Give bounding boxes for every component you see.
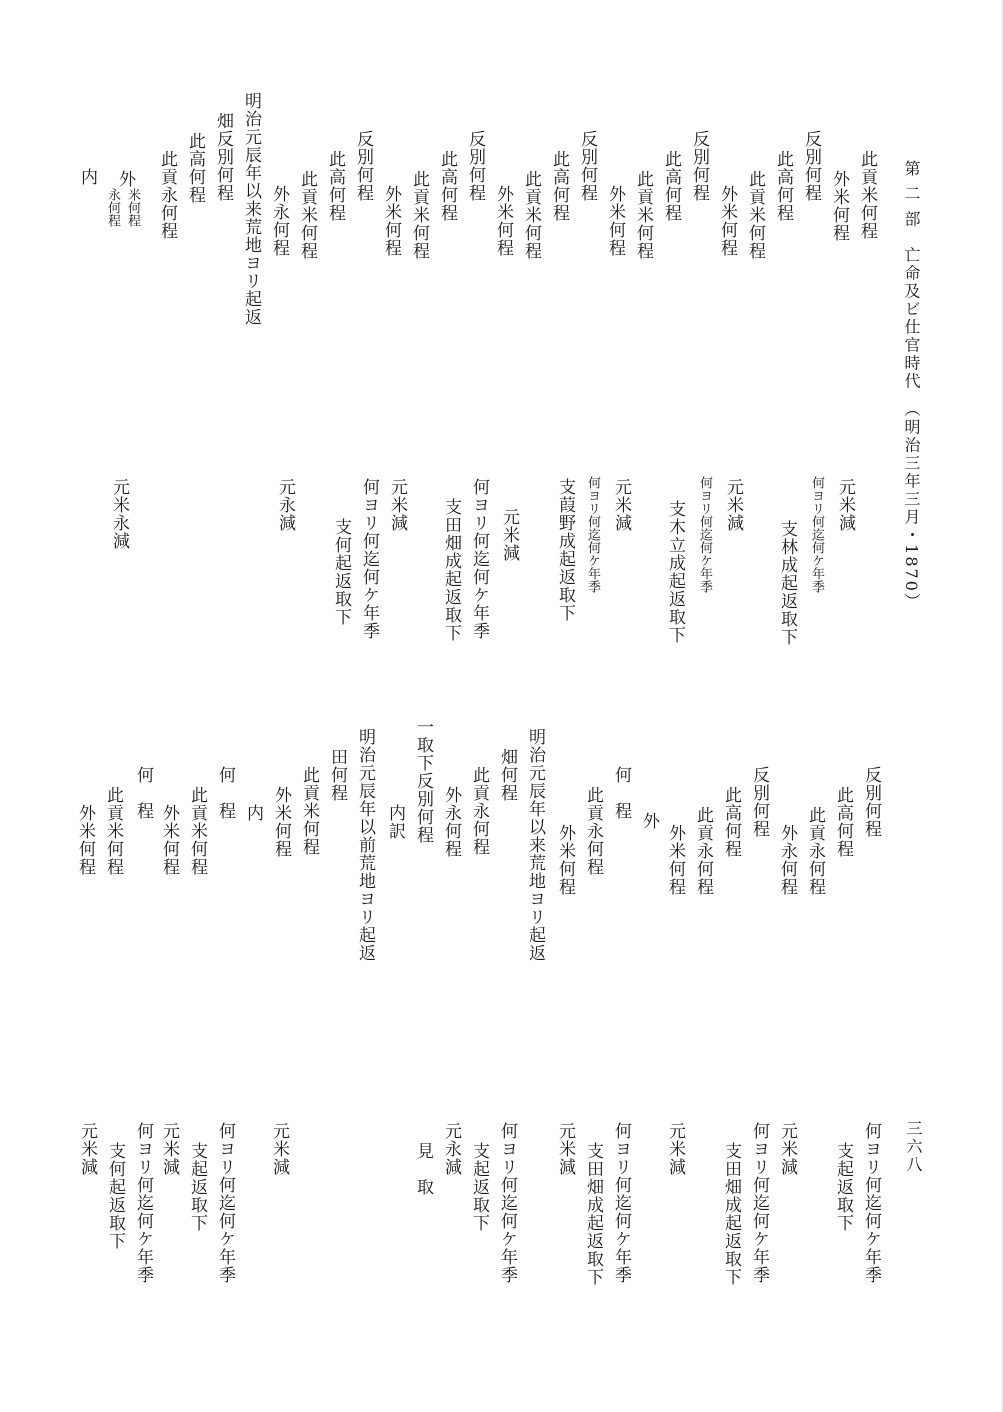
tier3-line: 外米何程	[271, 786, 291, 858]
tier3-line: 外米何程	[665, 824, 685, 896]
tier2-line: 支木立成起返取下	[665, 500, 685, 644]
tier3-line: 何 程	[133, 766, 153, 820]
tier4-line: 支起返取下	[833, 1142, 853, 1232]
tier2-line: 支何起返取下	[331, 518, 351, 626]
tier3-line: 何 程	[611, 766, 631, 820]
tier1-line: 反別何程	[689, 130, 709, 202]
tier1-line: 此高何程	[437, 150, 457, 222]
tier1-line: 外米何程	[493, 185, 513, 257]
tier4-line: 元米減	[555, 1122, 575, 1176]
tier4-line: 何ヨリ何迄何ケ年季	[133, 1122, 153, 1284]
running-header: 第 二 部 亡命及ビ仕官時代 （明治三年三月・1870）	[902, 160, 921, 611]
tier4-line: 支何起返取下	[105, 1142, 125, 1250]
tier3-line: 此貢永何程	[469, 766, 489, 856]
tier3-line: 外	[639, 812, 659, 830]
tier3-line: 此貢永何程	[805, 806, 825, 896]
tier1-line: 畑反別何程	[213, 112, 233, 202]
tier3-line: 外米何程	[555, 824, 575, 896]
tier3-line: 此高何程	[833, 786, 853, 858]
tier2-line: 元永減	[275, 478, 295, 532]
tier4-line: 支起返取下	[469, 1142, 489, 1232]
tier2-line: 何ヨリ何迄何ケ年季	[585, 476, 600, 593]
tier2-line: 元米減	[499, 508, 519, 562]
tier1-line: 外米何程	[717, 185, 737, 257]
tier4-line: 見 取	[413, 1142, 433, 1196]
tier1-line: 此高何程	[549, 150, 569, 222]
tier3-line: 此貢永何程	[583, 786, 603, 876]
tier3-line: 一取下反別何程	[413, 718, 433, 844]
tier1-line: 此貢米何程	[633, 170, 653, 260]
tier1-line: 外米何程	[381, 185, 401, 257]
tier1-line: 外永何程	[269, 185, 289, 257]
tier2-line: 元米減	[611, 478, 631, 532]
tier2-line: 元米永減	[109, 478, 129, 550]
tier4-line: 元米減	[665, 1122, 685, 1176]
tier1-line: 此貢永何程	[157, 150, 177, 240]
tier3-line: 明治元辰年以来荒地ヨリ起返	[525, 728, 545, 962]
tier1-line: 外	[115, 170, 135, 188]
tier4-line: 元米減	[77, 1122, 97, 1176]
tier1-line: 反別何程	[353, 130, 373, 202]
tier3-line: 反別何程	[749, 766, 769, 838]
tier4-line: 支田畑成起返取下	[721, 1142, 741, 1286]
tier1-line: 明治元辰年以来荒地ヨリ起返	[241, 92, 261, 326]
tier2-line: 支林成起返取下	[777, 520, 797, 646]
tier3-line: 此貢米何程	[103, 786, 123, 876]
tier3-line: 此貢米何程	[187, 786, 207, 876]
tier1-line: 外米何程	[605, 185, 625, 257]
tier4-line: 元米減	[777, 1122, 797, 1176]
tier1-line: 此貢米何程	[857, 150, 877, 240]
tier3-line: 田何程	[327, 748, 347, 802]
tier4-line: 元米減	[159, 1122, 179, 1176]
tier2-line: 支葭野成起返取下	[555, 478, 575, 622]
tier2-line: 何ヨリ何迄何ケ年季	[469, 478, 489, 640]
tier4-line: 何ヨリ何迄何ケ年季	[861, 1122, 881, 1284]
tier1-line: 米何程	[125, 188, 140, 227]
tier2-line: 何ヨリ何迄何ケ年季	[809, 476, 824, 593]
tier4-line: 支起返取下	[187, 1142, 207, 1232]
tier4-line: 支田畑成起返取下	[583, 1142, 603, 1286]
tier3-line: 外永何程	[777, 824, 797, 896]
tier1-line: 反別何程	[465, 130, 485, 202]
tier1-line: 内	[77, 168, 97, 186]
tier3-line: 此高何程	[721, 786, 741, 858]
tier1-line: 反別何程	[577, 130, 597, 202]
tier1-line: 此貢米何程	[409, 170, 429, 260]
tier1-line: 此高何程	[661, 150, 681, 222]
tier2-line: 支田畑成起返取下	[441, 498, 461, 642]
tier2-line: 何ヨリ何迄何ケ年季	[359, 478, 379, 640]
tier1-line: 此貢米何程	[521, 170, 541, 260]
tier3-line: 外米何程	[75, 804, 95, 876]
tier4-line: 何ヨリ何迄何ケ年季	[215, 1122, 235, 1284]
tier3-line: 外米何程	[159, 804, 179, 876]
tier2-line: 元米減	[387, 478, 407, 532]
tier4-line: 何ヨリ何迄何ケ年季	[749, 1122, 769, 1284]
tier1-line: 此高何程	[185, 132, 205, 204]
tier2-line: 元米減	[835, 478, 855, 532]
tier1-line: 反別何程	[801, 130, 821, 202]
tier3-line: 何 程	[215, 766, 235, 820]
tier1-line: 此高何程	[325, 150, 345, 222]
tier4-line: 元永減	[441, 1122, 461, 1176]
tier1-line: 外米何程	[829, 170, 849, 242]
tier4-line: 何ヨリ何迄何ケ年季	[611, 1122, 631, 1284]
tier1-line: 此貢米何程	[745, 170, 765, 260]
tier3-line: 反別何程	[861, 766, 881, 838]
tier3-line: 内	[243, 804, 263, 822]
tier4-line: 元米減	[269, 1122, 289, 1176]
tier2-line: 元米減	[723, 478, 743, 532]
tier1-line: 此貢米何程	[297, 170, 317, 260]
tier3-line: 内訳	[385, 804, 405, 840]
tier4-line: 何ヨリ何迄何ケ年季	[497, 1122, 517, 1284]
tier3-line: 明治元辰年以前荒地ヨリ起返	[355, 728, 375, 962]
tier3-line: 畑何程	[497, 748, 517, 802]
tier1-line: 此高何程	[773, 150, 793, 222]
tier3-line: 外永何程	[441, 786, 461, 858]
tier2-line: 何ヨリ何迄何ケ年季	[697, 476, 712, 593]
tier3-line: 此貢米何程	[299, 766, 319, 856]
page-number: 三六八	[904, 1120, 923, 1174]
tier3-line: 此貢永何程	[693, 806, 713, 896]
tier1-line: 永何程	[105, 188, 120, 227]
